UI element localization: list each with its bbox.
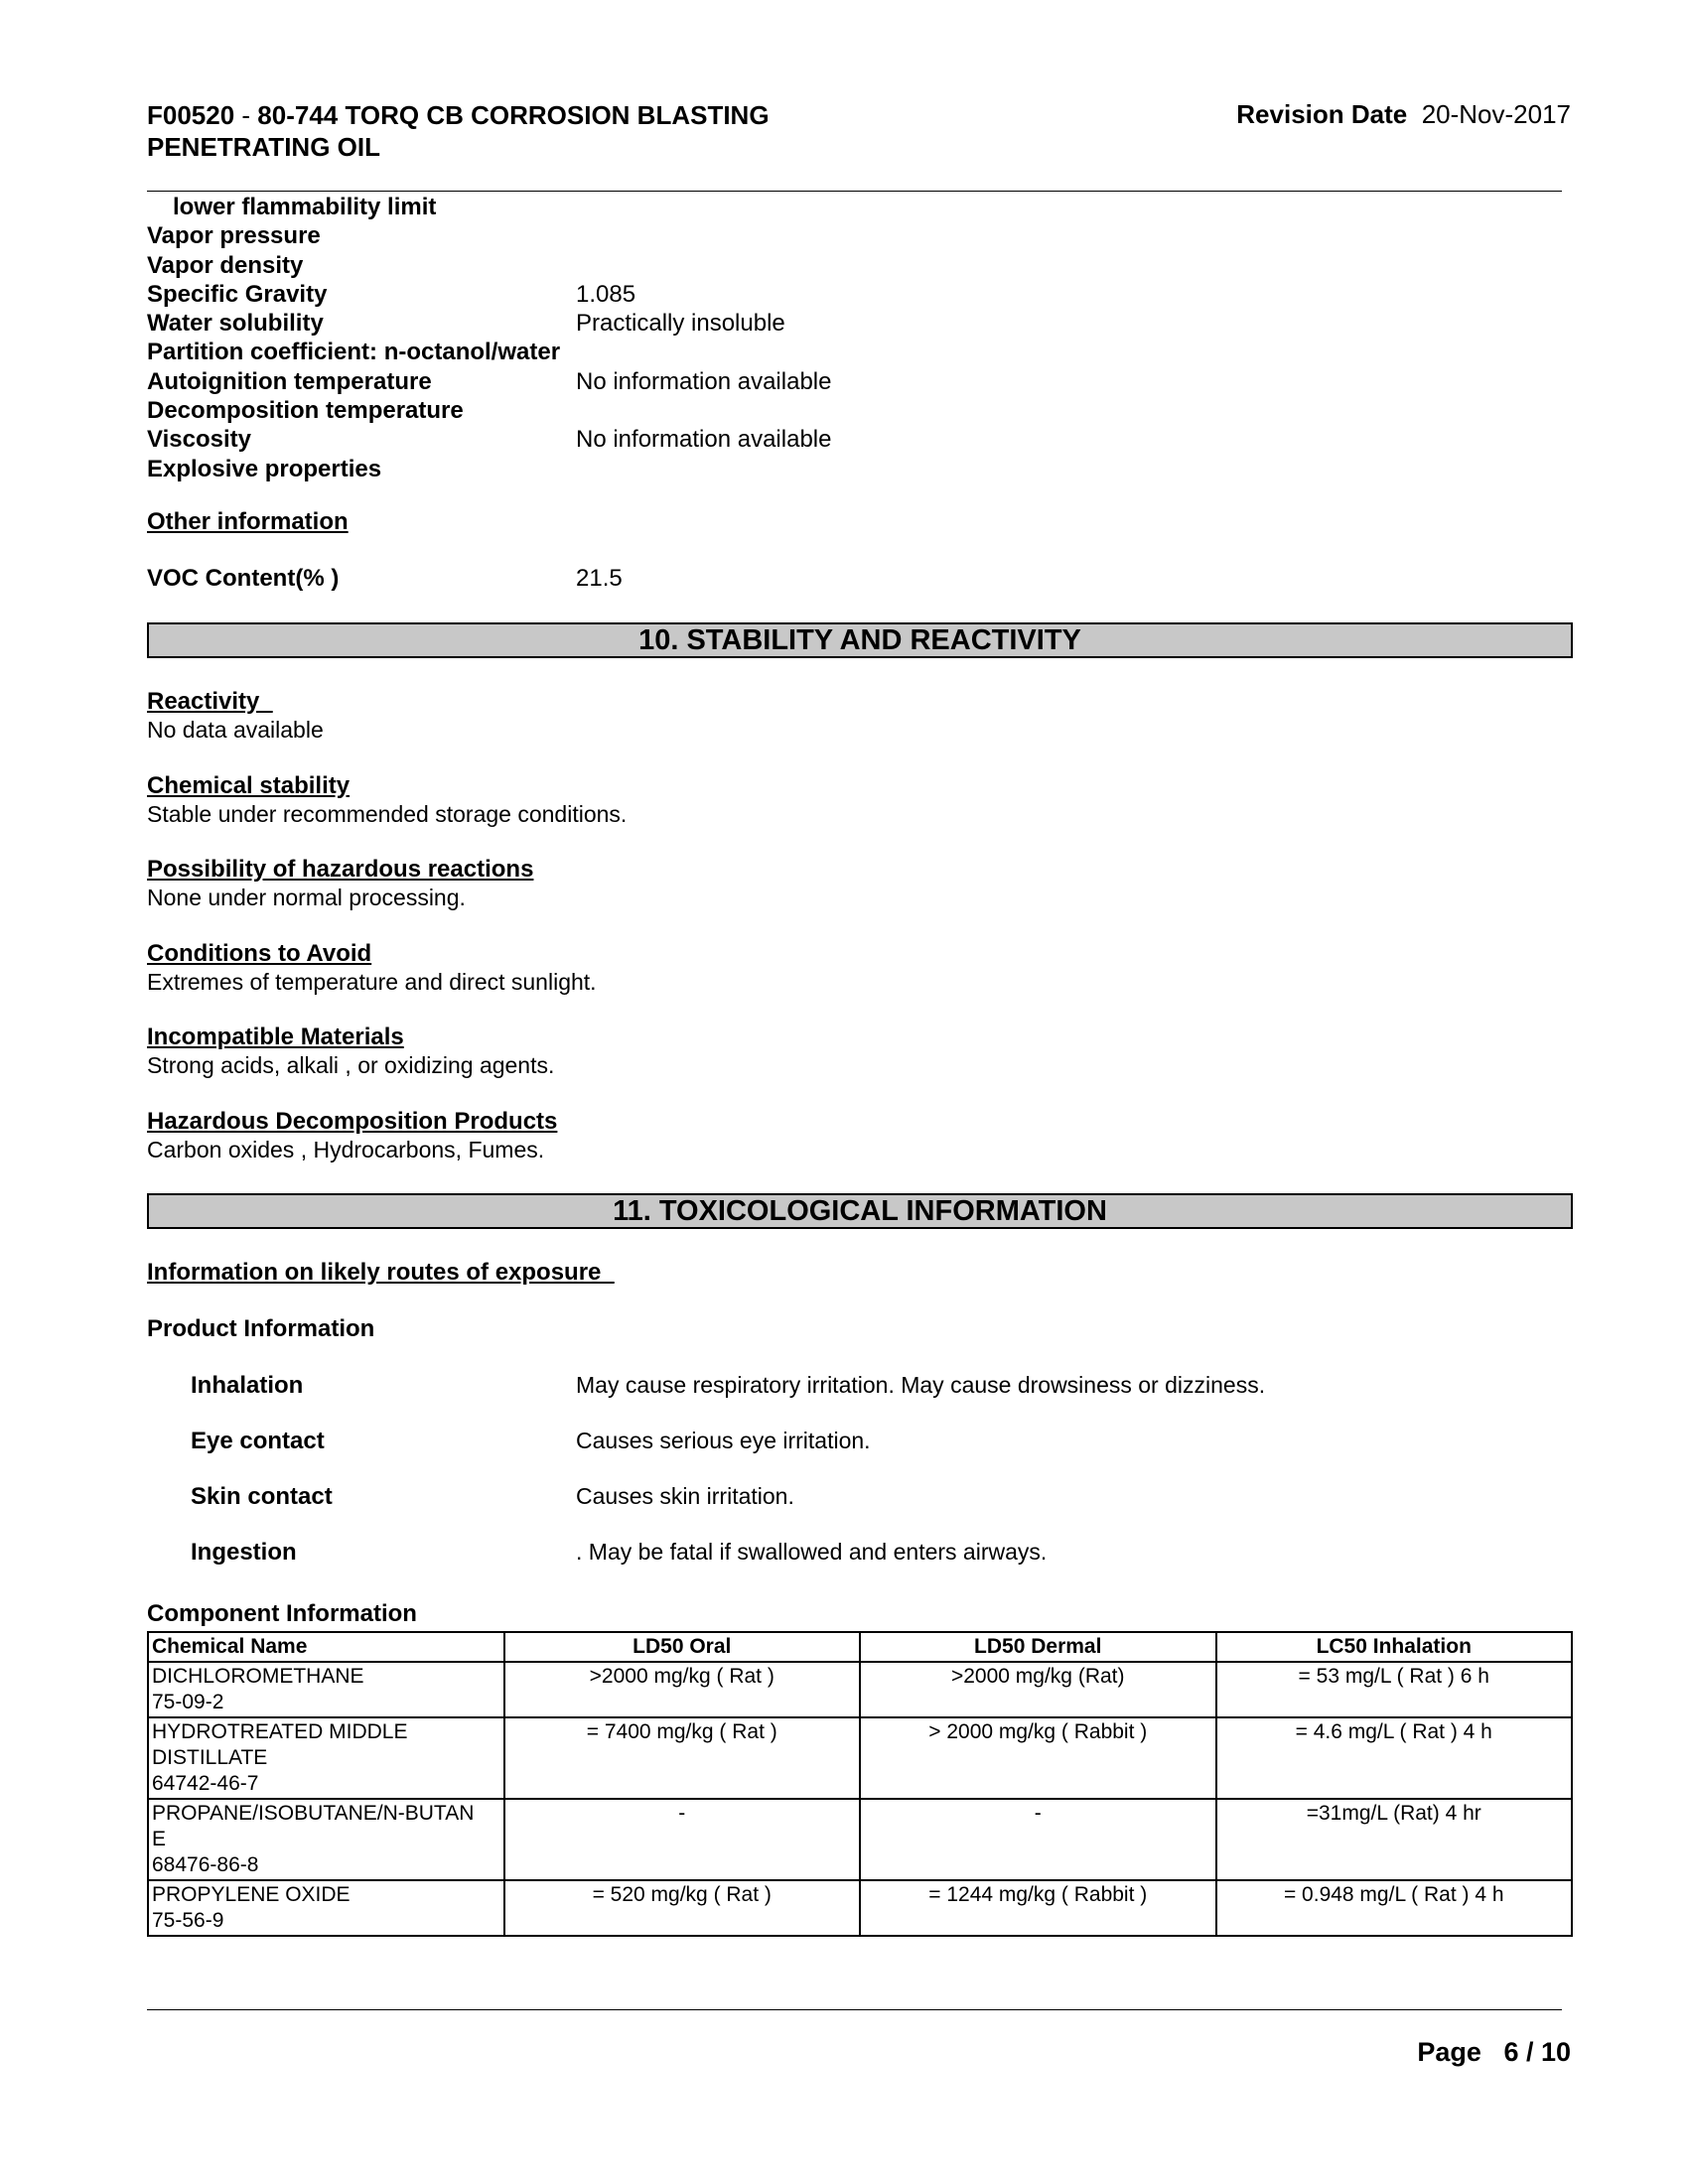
title-separator: -	[234, 100, 258, 130]
property-label: Viscosity	[147, 426, 251, 454]
property-row	[147, 309, 1140, 338]
property-row	[147, 251, 1140, 280]
conditions-to-avoid-text: Extremes of temperature and direct sunlight.	[147, 969, 597, 995]
revision-label: Revision Date	[1236, 99, 1408, 129]
footer-divider	[147, 2009, 1562, 2010]
revision-value: 20-Nov-2017	[1421, 99, 1571, 129]
physical-properties-list	[147, 193, 1140, 483]
property-label: Explosive properties	[147, 455, 382, 482]
product-code: F00520	[147, 100, 235, 130]
chemical-stability-text: Stable under recommended storage conditions.	[147, 801, 628, 827]
route-value: Causes skin irritation.	[576, 1483, 794, 1509]
product-name-line2: PENETRATING OIL	[147, 132, 380, 162]
section-10-title: 10. STABILITY AND REACTIVITY	[147, 622, 1573, 658]
property-value: 1.085	[576, 280, 636, 308]
property-value: No information available	[576, 367, 832, 395]
route-label: Eye contact	[191, 1428, 325, 1454]
property-row	[147, 425, 1140, 454]
chemical-stability-heading: Chemical stability	[147, 772, 351, 799]
reactivity-text: No data available	[147, 717, 324, 743]
product-information-heading: Product Information	[147, 1315, 375, 1342]
document-title	[147, 99, 770, 163]
table-row	[148, 1880, 1572, 1936]
chemical-name-cell: PROPYLENE OXIDE 75-56-9	[148, 1880, 504, 1936]
voc-value: 21.5	[576, 565, 623, 592]
route-value: May cause respiratory irritation. May cause drowsiness or dizziness.	[576, 1372, 1266, 1398]
table-row	[148, 1717, 1572, 1799]
property-label: Vapor pressure	[147, 222, 321, 250]
lc50-inhalation-cell: = 4.6 mg/L ( Rat ) 4 h	[1216, 1717, 1573, 1799]
voc-row	[147, 564, 941, 593]
hazardous-reactions-heading: Possibility of hazardous reactions	[147, 856, 534, 883]
component-information-heading: Component Information	[147, 1600, 417, 1627]
ld50-oral-cell: = 7400 mg/kg ( Rat )	[504, 1717, 861, 1799]
route-skin-contact	[0, 1483, 1688, 1513]
incompatible-materials-heading: Incompatible Materials	[147, 1024, 404, 1050]
voc-label: VOC Content(% )	[147, 565, 340, 592]
property-value: Practically insoluble	[576, 310, 785, 338]
route-inhalation	[0, 1372, 1688, 1402]
ld50-dermal-cell: >2000 mg/kg (Rat)	[860, 1662, 1216, 1717]
reactivity-heading: Reactivity	[147, 688, 273, 715]
route-label: Skin contact	[191, 1483, 333, 1510]
column-header: LC50 Inhalation	[1216, 1632, 1573, 1662]
property-row	[147, 367, 1140, 396]
route-ingestion	[0, 1539, 1688, 1569]
ld50-oral-cell: = 520 mg/kg ( Rat )	[504, 1880, 861, 1936]
hazardous-reactions-text: None under normal processing.	[147, 885, 466, 910]
conditions-to-avoid-heading: Conditions to Avoid	[147, 940, 372, 967]
lc50-inhalation-cell: = 53 mg/L ( Rat ) 6 h	[1216, 1662, 1573, 1717]
ld50-dermal-cell: = 1244 mg/kg ( Rabbit )	[860, 1880, 1216, 1936]
section-11-title: 11. TOXICOLOGICAL INFORMATION	[147, 1193, 1573, 1229]
table-row	[148, 1799, 1572, 1880]
property-label: Water solubility	[147, 310, 324, 338]
route-eye-contact	[0, 1428, 1688, 1457]
ld50-oral-cell: >2000 mg/kg ( Rat )	[504, 1662, 861, 1717]
product-name-line1: 80-744 TORQ CB CORROSION BLASTING	[257, 100, 770, 130]
page-number	[1417, 2037, 1571, 2068]
lc50-inhalation-cell: =31mg/L (Rat) 4 hr	[1216, 1799, 1573, 1880]
incompatible-materials-text: Strong acids, alkali , or oxidizing agents.	[147, 1052, 555, 1078]
ld50-dermal-cell: -	[860, 1799, 1216, 1880]
property-row	[147, 455, 1140, 483]
property-label: lower flammability limit	[173, 194, 437, 220]
other-information-heading: Other information	[147, 508, 349, 535]
lc50-inhalation-cell: = 0.948 mg/L ( Rat ) 4 h	[1216, 1880, 1573, 1936]
chemical-name-cell: PROPANE/ISOBUTANE/N-BUTAN E 68476-86-8	[148, 1799, 504, 1880]
ld50-dermal-cell: > 2000 mg/kg ( Rabbit )	[860, 1717, 1216, 1799]
revision-date	[1236, 99, 1571, 130]
route-value: . May be fatal if swallowed and enters airways.	[576, 1539, 1048, 1565]
property-row	[147, 338, 1140, 366]
chemical-name-cell: DICHLOROMETHANE 75-09-2	[148, 1662, 504, 1717]
column-header: LD50 Oral	[504, 1632, 861, 1662]
property-label: Specific Gravity	[147, 280, 328, 308]
page-label: Page	[1417, 2037, 1481, 2067]
property-row	[147, 221, 1140, 250]
page-value: 6 / 10	[1503, 2037, 1571, 2067]
decomposition-products-text: Carbon oxides , Hydrocarbons, Fumes.	[147, 1137, 545, 1162]
property-label: Autoignition temperature	[147, 367, 432, 395]
property-label: Vapor density	[147, 251, 304, 279]
property-row	[147, 396, 1140, 425]
table-row	[148, 1662, 1572, 1717]
route-value: Causes serious eye irritation.	[576, 1428, 871, 1453]
header-divider	[147, 191, 1562, 192]
column-header: Chemical Name	[148, 1632, 504, 1662]
property-row	[147, 193, 1140, 221]
component-toxicity-table	[147, 1631, 1573, 1937]
ld50-oral-cell: -	[504, 1799, 861, 1880]
column-header: LD50 Dermal	[860, 1632, 1216, 1662]
route-label: Inhalation	[191, 1372, 304, 1399]
exposure-routes-heading: Information on likely routes of exposure	[147, 1259, 615, 1286]
decomposition-products-heading: Hazardous Decomposition Products	[147, 1108, 558, 1135]
property-value: No information available	[576, 426, 832, 454]
chemical-name-cell: HYDROTREATED MIDDLE DISTILLATE 64742-46-7	[148, 1717, 504, 1799]
route-label: Ingestion	[191, 1539, 297, 1566]
property-row	[147, 280, 1140, 309]
property-label: Decomposition temperature	[147, 397, 464, 425]
table-header-row	[148, 1632, 1572, 1662]
property-label: Partition coefficient: n-octanol/water	[147, 339, 561, 366]
